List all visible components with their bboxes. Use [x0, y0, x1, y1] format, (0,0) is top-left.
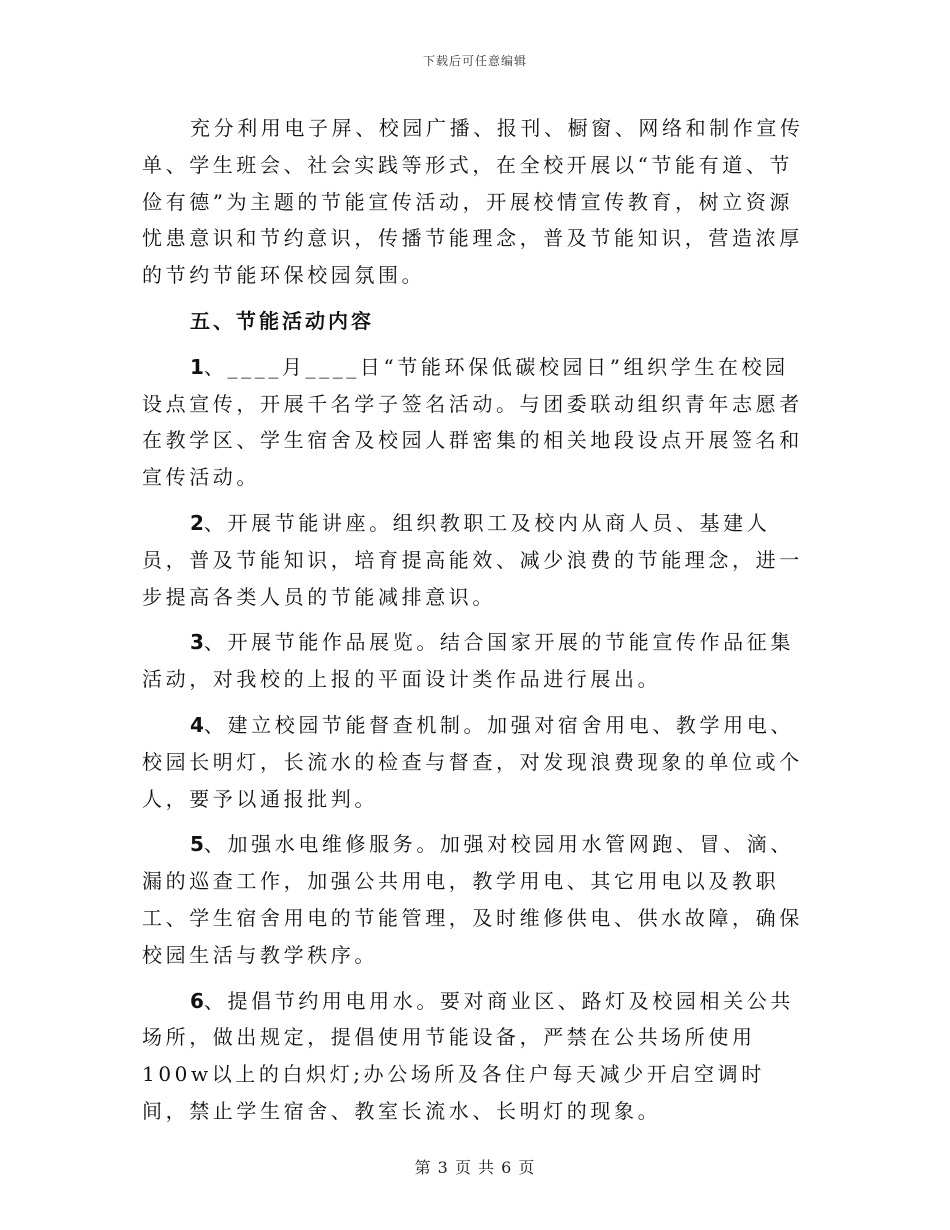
item-text: 、开展节能讲座。组织教职工及校内从商人员、基建人员，普及节能知识，培育提高能效、减少浪费的节能理念，进一步提高各类人员的节能减排意识。 [142, 510, 803, 609]
item-number: 1 [190, 354, 204, 379]
item-number: 4 [190, 712, 204, 737]
item-text: 、提倡节约用电用水。要对商业区、路灯及校园相关公共场所，做出规定，提倡使用节能设备，严禁在公共场所使用100w以上的白炽灯;办公场所及各住户每天减少开启空调时间，禁止学生宿舍、教室长流水、长明灯的现象。 [142, 988, 794, 1123]
intro-paragraph: 充分利用电子屏、校园广播、报刊、橱窗、网络和制作宣传单、学生班会、社会实践等形式，在全校开展以“节能有道、节俭有德”为主题的节能宣传活动，开展校情宣传教育，树立资源忧患意识和节约意识，传播节能理念，普及节能知识，营造浓厚的节约节能环保校园氛围。 [142, 116, 804, 288]
list-item-1 [142, 349, 810, 496]
item-text: 、建立校园节能督查机制。加强对宿舍用电、教学用电、校园长明灯，长流水的检查与督查，对发现浪费现象的单位或个人，要予以通报批判。 [142, 712, 803, 811]
item-number: 5 [190, 832, 204, 857]
item-text: 、____月____日“节能环保低碳校园日”组织学生在校园设点宣传，开展千名学子签名活动。与团委联动组织青年志愿者在教学区、学生宿舍及校园人群密集的相关地段设点开展签名和宣传活动。 [142, 354, 803, 490]
page-header: 下载后可任意编辑 [422, 54, 527, 68]
item-text: 、加强水电维修服务。加强对校园用水管网跑、冒、滴、漏的巡查工作，加强公共用电，教学用电、其它用电以及教职工、学生宿舍用电的节能管理，及时维修供电、供水故障，确保校园生活与教学秩序。 [142, 832, 803, 967]
page-footer: 第 3 页 共 6 页 [414, 1158, 536, 1177]
list-item-2 [142, 505, 810, 615]
document-body [142, 110, 810, 1130]
item-number: 6 [190, 988, 204, 1013]
item-number: 2 [190, 510, 204, 535]
section-heading: 五、节能活动内容 [190, 308, 374, 333]
list-item-3 [142, 624, 810, 698]
item-number: 3 [190, 630, 204, 655]
list-item-6 [142, 983, 810, 1130]
list-item-5 [142, 826, 810, 973]
item-text: 、开展节能作品展览。结合国家开展的节能宣传作品征集活动，对我校的上报的平面设计类作品进行展出。 [142, 630, 794, 692]
list-item-4 [142, 707, 810, 817]
